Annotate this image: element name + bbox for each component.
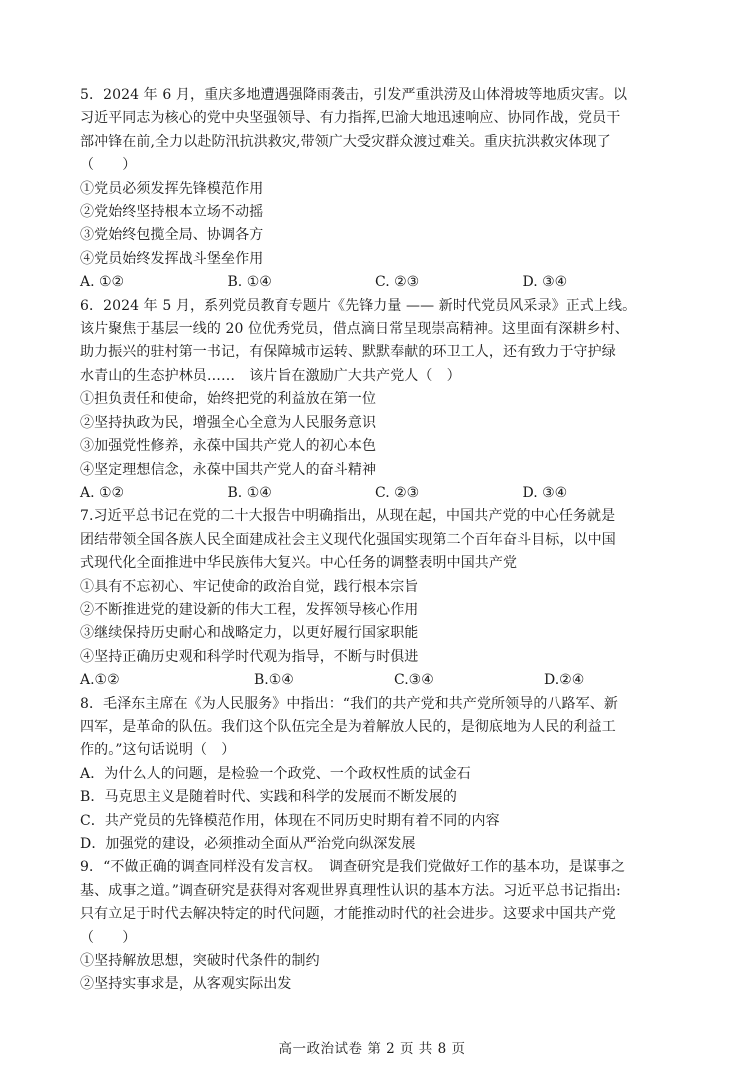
statement-item: ①担负责任和使命，始终把党的利益放在第一位 <box>80 391 377 408</box>
statement-item: ③党始终包揽全局、协调各方 <box>80 227 264 244</box>
question-text-line: 作的。”这句话说明（ ） <box>80 742 236 759</box>
question-text-line: 式现代化全面推进中华民族伟大复兴。中心任务的调整表明中国共产党 <box>80 555 518 572</box>
question-list <box>80 84 670 997</box>
question-text-line: 水青山的生态护林员…… 该片旨在激励广大共产党人（ ） <box>80 367 461 384</box>
question-text-line: 基、成事之道。”调查研究是获得对客观世界真理性认识的基本方法。习近平总书记指出: <box>80 882 621 899</box>
question-text-line: 四军，是革命的队伍。我们这个队伍完全是为着解放人民的，是彻底地为人民的利益工 <box>80 718 616 735</box>
statement-item: ④坚定理想信念，永葆中国共产党人的奋斗精神 <box>80 461 377 478</box>
answer-options <box>80 482 670 505</box>
option-d: D. ③④ <box>522 274 568 291</box>
statement-item: ②坚持执政为民，增强全心全意为人民服务意识 <box>80 414 377 431</box>
answer-options <box>80 271 670 294</box>
question-text-line: 习近平同志为核心的党中央坚强领导、有力指挥,巴渝大地迅速响应、协同作战，党员干 <box>80 110 621 127</box>
option-a: A. ①② <box>80 484 125 501</box>
question-text-line: 部冲锋在前,全力以赴防汛抗洪救灾,带领广大受灾群众渡过难关。重庆抗洪救灾体现了 <box>80 133 611 150</box>
question-text-line: 6．2024 年 5 月，系列党员教育专题片《先锋力量 —— 新时代党员风采录》正式上线。 <box>80 297 637 314</box>
question-9 <box>80 856 670 996</box>
statement-item: ②坚持实事求是，从客观实际出发 <box>80 976 292 993</box>
statement-item: ④坚持正确历史观和科学时代观为指导，不断与时俱进 <box>80 648 419 665</box>
option-b: B. ①④ <box>227 274 272 291</box>
question-6 <box>80 295 670 506</box>
option-d: D．加强党的建设，必须推动全面从严治党向纵深发展 <box>80 836 416 852</box>
answer-blank: （ ） <box>80 157 137 174</box>
statement-item: ③加强党性修养，永葆中国共产党人的初心本色 <box>80 438 377 455</box>
question-text-line: 8．毛泽东主席在《为人民服务》中指出：“我们的共产党和共产党所领导的八路军、新 <box>80 695 618 712</box>
option-a: A.①② <box>80 672 120 689</box>
option-b: B.①④ <box>254 672 294 689</box>
statement-item: ④党员始终发挥战斗堡垒作用 <box>80 250 264 267</box>
option-b: B．马克思主义是随着时代、实践和科学的发展而不断发展的 <box>80 789 457 806</box>
answer-blank: （ ） <box>80 929 137 946</box>
option-c: C．共产党员的先锋模范作用，体现在不同历史时期有着不同的内容 <box>80 812 500 829</box>
question-text-line: 团结带领全国各族人民全面建成社会主义现代化强国实现第二个百年奋斗目标，以中国 <box>80 531 616 548</box>
question-5 <box>80 84 670 295</box>
option-c: C.③④ <box>394 672 434 689</box>
answer-options <box>80 669 670 692</box>
question-text-line: 5．2024 年 6 月，重庆多地遭遇强降雨袭击，引发严重洪涝及山体滑坡等地质灾害。以 <box>80 87 628 103</box>
statement-item: ①党员必须发挥先锋模范作用 <box>80 180 264 197</box>
option-a: A. ①② <box>80 274 125 291</box>
statement-item: ②不断推进党的建设新的伟大工程，发挥领导核心作用 <box>80 601 419 618</box>
question-text-line: 9．“不做正确的调查同样没有发言权。 调查研究是我们党做好工作的基本功，是谋事之 <box>80 859 626 876</box>
question-text-line: 只有立足于时代去解决特定的时代问题，才能推动时代的社会进步。这要求中国共产党 <box>80 906 616 923</box>
question-text-line: 该片聚焦于基层一线的 20 位优秀党员，借点滴日常呈现崇高精神。这里面有深耕乡村、 <box>80 321 629 338</box>
statement-item: ①具有不忘初心、牢记使命的政治自觉，践行根本宗旨 <box>80 578 419 595</box>
question-7 <box>80 505 670 692</box>
statement-item: ②党始终坚持根本立场不动摇 <box>80 204 264 221</box>
statement-item: ①坚持解放思想，突破时代条件的制约 <box>80 953 320 970</box>
option-d: D.②④ <box>544 672 585 689</box>
statement-item: ③继续保持历史耐心和战略定力，以更好履行国家职能 <box>80 625 419 642</box>
option-a: A．为什么人的问题，是检验一个政党、一个政权性质的试金石 <box>80 765 471 782</box>
page-footer: 高一政治试卷 第 2 页 共 8 页 <box>278 1041 466 1057</box>
option-c: C. ②③ <box>375 274 420 291</box>
question-text-line: 7.习近平总书记在党的二十大报告中明确指出，从现在起，中国共产党的中心任务就是 <box>80 508 616 525</box>
option-d: D. ③④ <box>522 484 568 501</box>
question-text-line: 助力振兴的驻村第一书记，有保障城市运转、默默奉献的环卫工人，还有致力于守护绿 <box>80 344 616 361</box>
option-c: C. ②③ <box>375 484 420 501</box>
option-b: B. ①④ <box>227 484 272 501</box>
question-8 <box>80 693 670 857</box>
